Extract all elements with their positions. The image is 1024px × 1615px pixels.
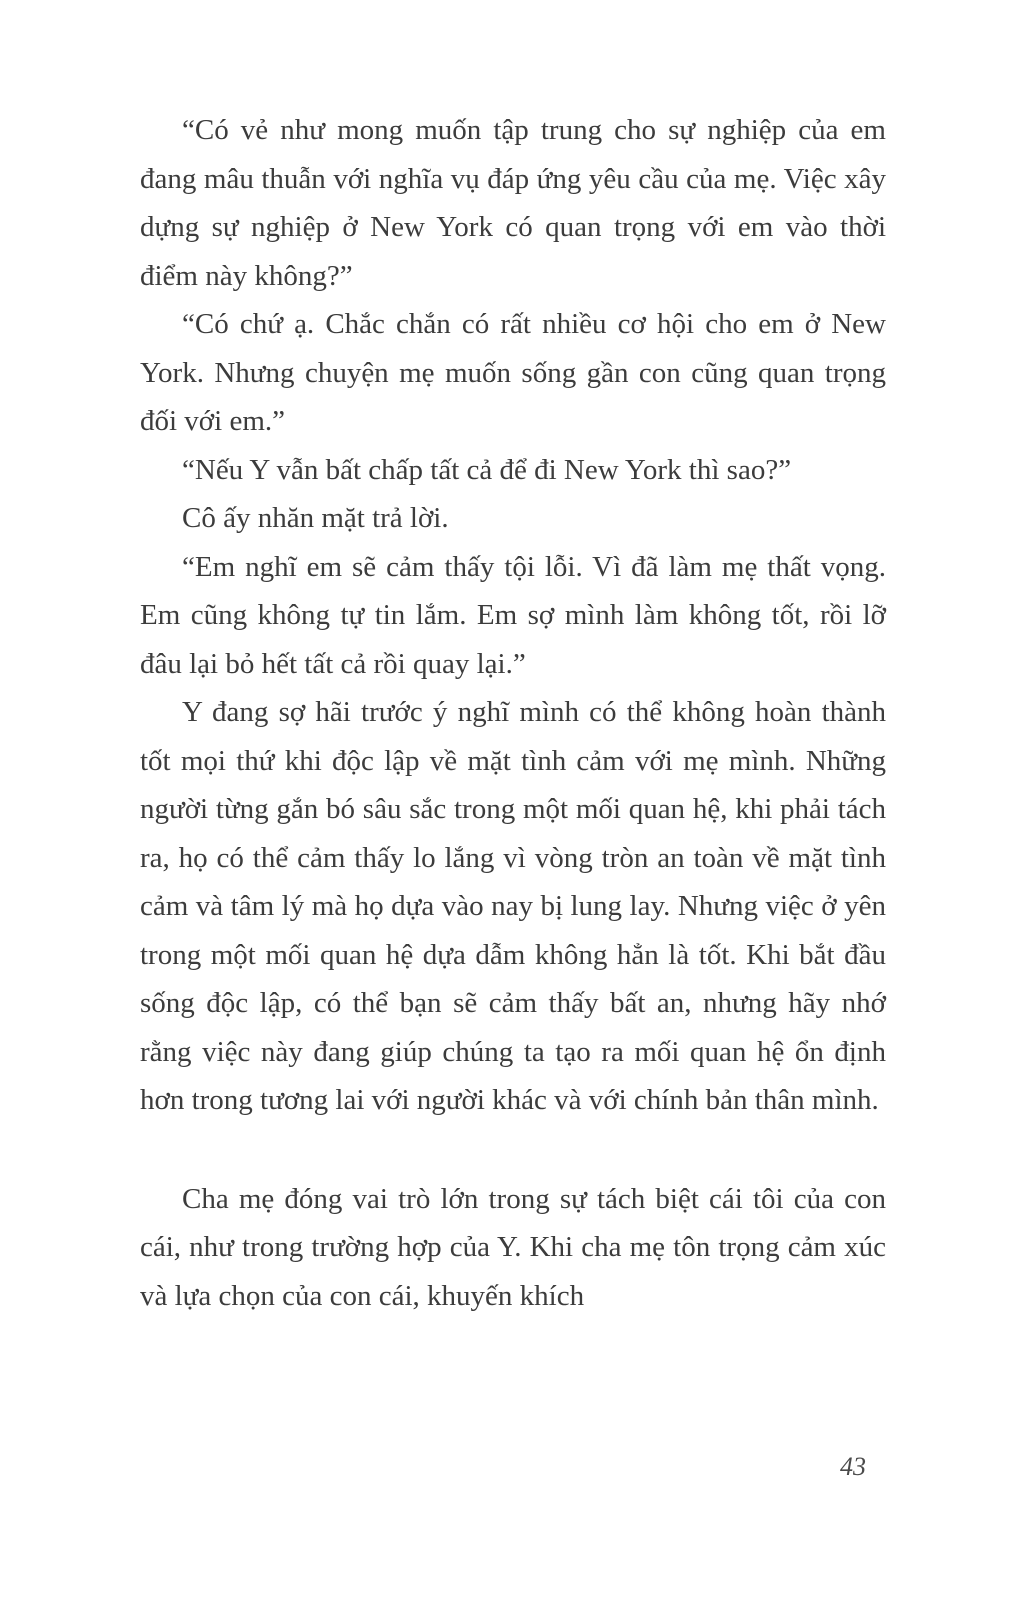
paragraph-dialogue-4: “Em nghĩ em sẽ cảm thấy tội lỗi. Vì đã làm mẹ thất vọng. Em cũng không tự tin lắm. Em sợ mình làm không tốt, rồi lỡ đâu lại bỏ hết tất cả rồi quay lại.” xyxy=(140,550,886,680)
page-text xyxy=(140,106,886,1320)
paragraph-body-1: Y đang sợ hãi trước ý nghĩ mình có thể không hoàn thành tốt mọi thứ khi độc lập về mặt tình cảm với mẹ mình. Những người từng gắn bó sâu sắc trong một mối quan hệ, khi phải tách ra, họ có thể cảm thấy lo lắng vì vòng tròn an toàn về mặt tình cảm và tâm lý mà họ dựa vào nay bị lung lay. Nhưng việc ở yên trong một mối quan hệ dựa dẫm không hẳn là tốt. Khi bắt đầu sống độc lập, có thể bạn sẽ cảm thấy bất an, nhưng hãy nhớ rằng việc này đang giúp chúng ta tạo ra mối quan hệ ổn định hơn trong tương lai với người khác và với chính bản thân mình. xyxy=(140,696,886,1116)
paragraph-body-2: Cha mẹ đóng vai trò lớn trong sự tách biệt cái tôi của con cái, như trong trường hợp của Y. Khi cha mẹ tôn trọng cảm xúc và lựa chọn của con cái, khuyến khích xyxy=(140,1182,886,1312)
paragraph-dialogue-2: “Có chứ ạ. Chắc chắn có rất nhiều cơ hội cho em ở New York. Nhưng chuyện mẹ muốn sống gần con cũng quan trọng đối với em.” xyxy=(140,308,886,437)
page-number: 43 xyxy=(840,1452,866,1481)
paragraph-narration-1: Cô ấy nhăn mặt trả lời. xyxy=(182,502,449,534)
paragraph-dialogue-1: “Có vẻ như mong muốn tập trung cho sự nghiệp của em đang mâu thuẫn với nghĩa vụ đáp ứng yêu cầu của mẹ. Việc xây dựng sự nghiệp ở New York có quan trọng với em vào thời điểm này không?” xyxy=(140,114,886,292)
paragraph-dialogue-3: “Nếu Y vẫn bất chấp tất cả để đi New York thì sao?” xyxy=(182,453,792,486)
